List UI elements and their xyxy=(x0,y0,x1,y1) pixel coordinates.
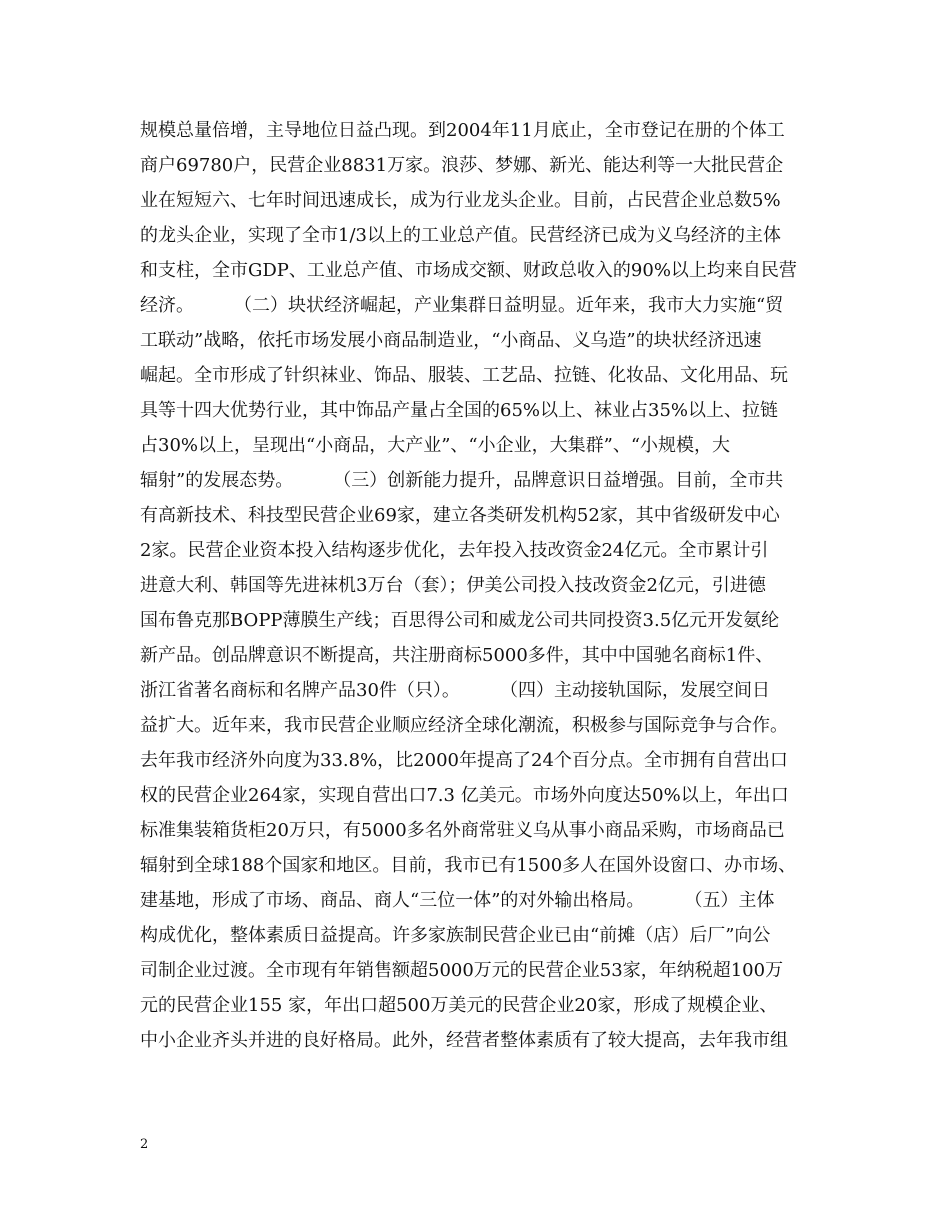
text-line: 构成优化，整体素质日益提高。许多家族制民营企业已由“前摊（店）后厂”向公 xyxy=(140,925,771,946)
text-line: 辐射”的发展态势。 （三）创新能力提升，品牌意识日益增强。目前，全市共 xyxy=(140,470,784,491)
text-line: 建基地，形成了市场、商品、商人“三位一体”的对外输出格局。 （五）主体 xyxy=(140,890,775,911)
text-line: 具等十四大优势行业，其中饰品产量占全国的65%以上、袜业占35%以上、拉链 xyxy=(140,400,779,421)
text-line: 益扩大。近年来，我市民营企业顺应经济全球化潮流，积极参与国际竞争与合作。 xyxy=(140,715,788,736)
text-line: 和支柱，全市GDP、工业总产值、市场成交额、财政总收入的90%以上均来自民营 xyxy=(140,260,797,281)
text-line: 国布鲁克那BOPP薄膜生产线；百思得公司和威龙公司共同投资3.5亿元开发氨纶 xyxy=(140,610,780,631)
text-line: 崛起。全市形成了针织袜业、饰品、服装、工艺品、拉链、化妆品、文化用品、玩 xyxy=(140,365,788,386)
text-line: 元的民营企业155 家，年出口超500万美元的民营企业20家，形成了规模企业、 xyxy=(140,995,778,1016)
text-line: 的龙头企业，实现了全市1/3以上的工业总产值。民营经济已成为义乌经济的主体 xyxy=(140,225,781,246)
body-text xyxy=(140,113,840,1058)
text-line: 2家。民营企业资本投入结构逐步优化，去年投入技改资金24亿元。全市累计引 xyxy=(140,540,769,561)
page-number: 2 xyxy=(140,1137,149,1152)
text-line: 辐射到全球188个国家和地区。目前，我市已有1500多人在国外设窗口、办市场、 xyxy=(140,855,797,876)
text-line: 浙江省著名商标和名牌产品30件（只）。 （四）主动接轨国际，发展空间日 xyxy=(140,680,770,701)
text-line: 工联动”战略，依托市场发展小商品制造业，“小商品、义乌造”的块状经济迅速 xyxy=(140,330,762,351)
text-line: 权的民营企业264家，实现自营出口7.3 亿美元。市场外向度达50%以上，年出口 xyxy=(140,785,789,806)
text-line: 中小企业齐头并进的良好格局。此外，经营者整体素质有了较大提高，去年我市组 xyxy=(140,1030,788,1051)
text-line: 司制企业过渡。全市现有年销售额超5000万元的民营企业53家，年纳税超100万 xyxy=(140,960,784,981)
text-line: 标准集装箱货柜20万只，有5000多名外商常驻义乌从事小商品采购，市场商品已 xyxy=(140,820,785,841)
text-line: 经济。 （二）块状经济崛起，产业集群日益明显。近年来，我市大力实施“贸 xyxy=(140,295,784,316)
text-line: 业在短短六、七年时间迅速成长，成为行业龙头企业。目前，占民营企业总数5% xyxy=(140,190,781,211)
text-line: 规模总量倍增，主导地位日益凸现。到2004年11月底止，全市登记在册的个体工 xyxy=(140,120,785,141)
text-line: 商户69780户，民营企业8831万家。浪莎、梦娜、新光、能达利等一大批民营企 xyxy=(140,155,784,176)
text-line: 新产品。创品牌意识不断提高，共注册商标5000多件，其中中国驰名商标1件、 xyxy=(140,645,774,666)
text-line: 去年我市经济外向度为33.8%，比2000年提高了24个百分点。全市拥有自营出口 xyxy=(140,750,788,771)
text-line: 占30%以上，呈现出“小商品，大产业”、“小企业，大集群”、“小规模，大 xyxy=(140,435,731,456)
text-line: 有高新技术、科技型民营企业69家，建立各类研发机构52家，其中省级研发中心 xyxy=(140,505,780,526)
text-line: 进意大利、韩国等先进袜机3万台（套）；伊美公司投入技改资金2亿元，引进德 xyxy=(140,575,766,596)
